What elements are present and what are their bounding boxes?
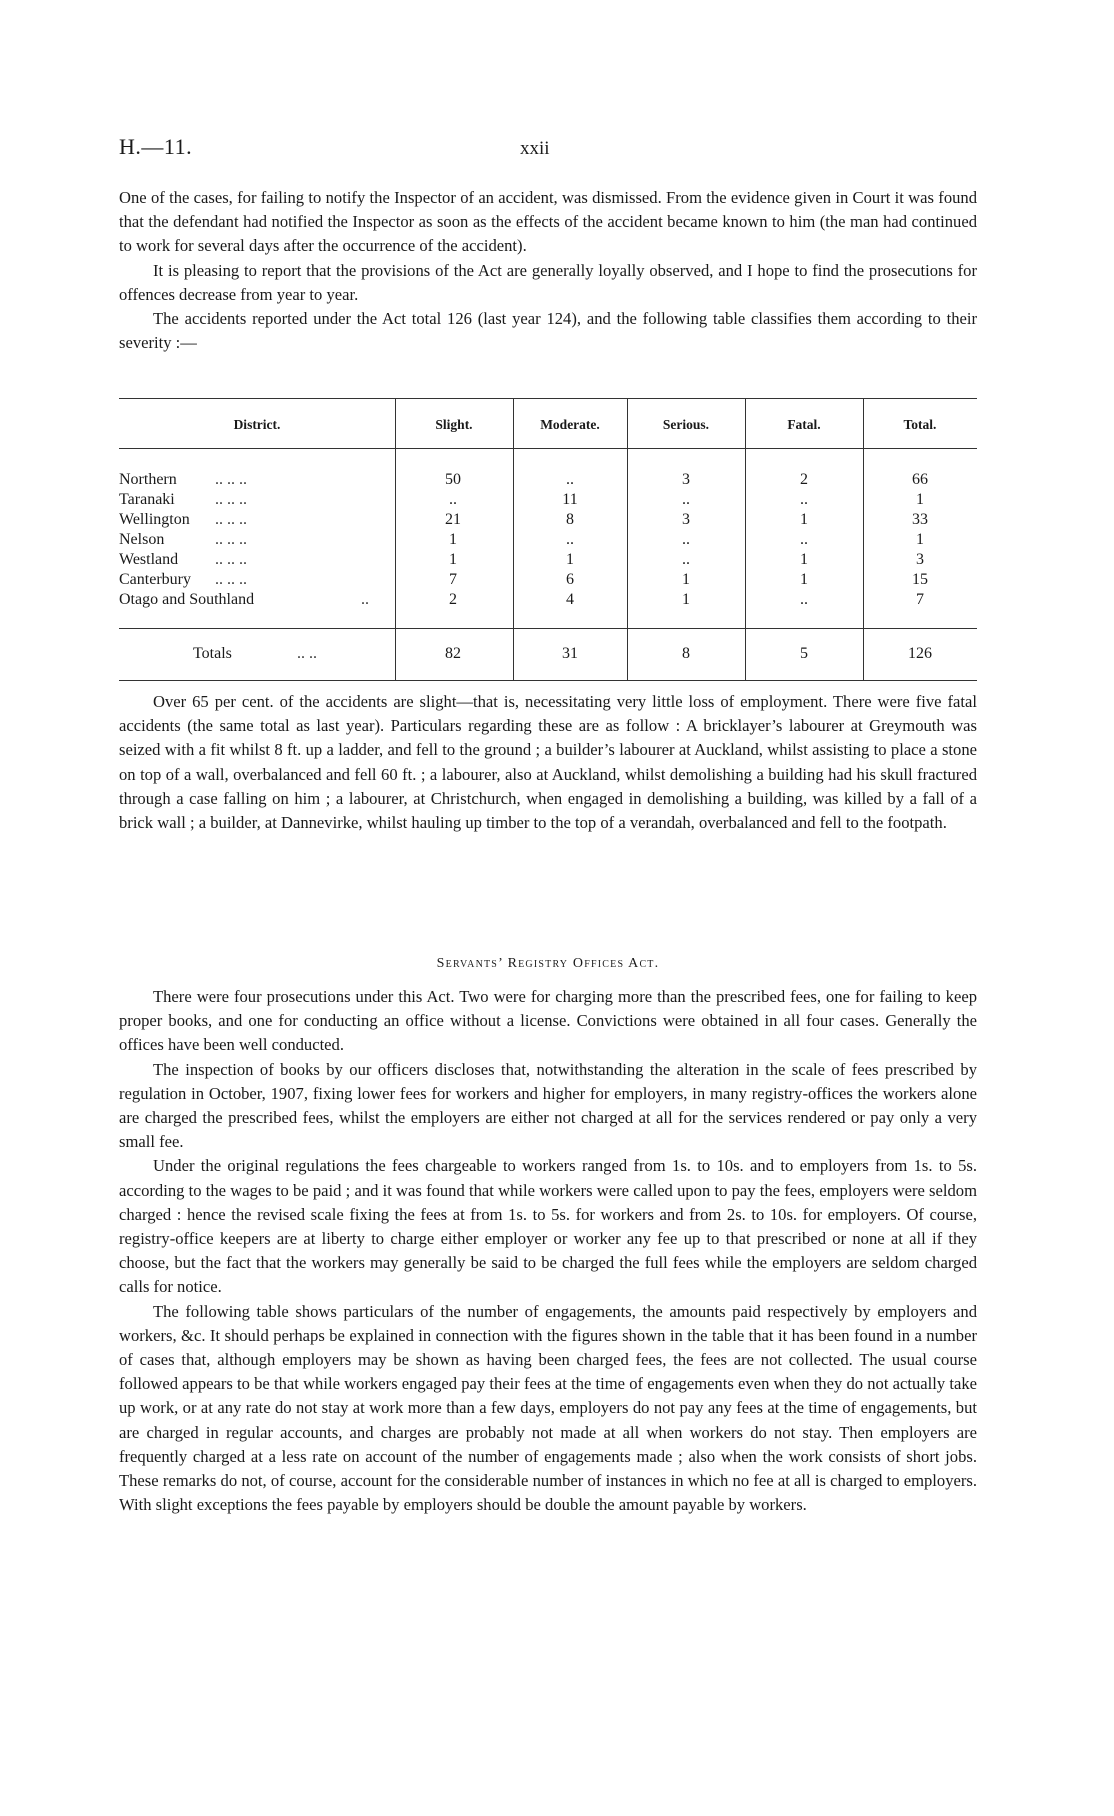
fatal-value: 1: [800, 551, 808, 568]
moderate-value: ..: [566, 531, 574, 548]
slight-value: 21: [445, 511, 461, 528]
fatal-value: 2: [800, 471, 808, 488]
district-name: Westland: [119, 551, 179, 568]
moderate-value: ..: [566, 471, 574, 488]
intro-text: [119, 186, 977, 355]
leader-dots: .. .. ..: [215, 551, 247, 568]
page-reference: H.—11.: [119, 134, 193, 159]
serious-value: 1: [682, 591, 690, 608]
paragraph: The inspection of books by our officers discloses that, notwithstanding the alteration in the scale of fees prescribed by regulation in October, 1907, fixing lower fees for workers and higher for employers, in many registry-offices the workers alone are charged the prescribed fees, whilst the employers are either not charged at all for the services rendered or pay only a very small fee.: [119, 1059, 977, 1152]
registry-offices-text: [119, 985, 977, 1517]
accidents-table: [119, 398, 977, 680]
moderate-value: 11: [562, 491, 578, 508]
slight-value: 2: [449, 591, 457, 608]
district-name: Canterbury: [119, 571, 191, 588]
fatal-value: ..: [800, 591, 808, 608]
moderate-value: 1: [566, 551, 574, 568]
grand-total: 126: [908, 645, 932, 662]
leader-dots: .. .. ..: [215, 531, 247, 548]
slight-value: ..: [449, 491, 457, 508]
slight-total: 82: [445, 645, 461, 662]
serious-total: 8: [682, 645, 690, 662]
leader-dots: .. .. ..: [215, 471, 247, 488]
paragraph: One of the cases, for failing to notify the Inspector of an accident, was dismissed. From the evidence given in Court it was found that the defendant had notified the Inspector as soon as the effects of the accident became known to him (the man had continued to work for several days after the occurrence of the accident).: [119, 188, 977, 256]
serious-value: 1: [682, 571, 690, 588]
district-name: Wellington: [119, 511, 190, 528]
serious-value: ..: [682, 491, 690, 508]
moderate-value: 6: [566, 571, 574, 588]
fatal-value: 1: [800, 511, 808, 528]
paragraph: Under the original regulations the fees chargeable to workers ranged from 1s. to 10s. and to employers from 1s. to 5s. according to the wages to be paid ; and it was found that while workers were called upon to pay the fees, employers were seldom charged : hence the revised scale fixing the fees at from 1s. to 5s. for workers and from 2s. to 10s. for employers. Of course, registry-office keepers are at liberty to charge either employer or worker any fee up to that prescribed or none at all if they choose, but the fact that the workers may generally be said to be charged the full fees while the employers are seldom charged calls for notice.: [119, 1156, 977, 1297]
header-fatal: Fatal.: [787, 417, 821, 432]
header-district: District.: [233, 417, 281, 432]
table-row: [119, 570, 977, 590]
fatal-total: 5: [800, 645, 808, 662]
total-value: 3: [916, 551, 924, 568]
leader-dots: .. .. ..: [215, 511, 247, 528]
moderate-total: 31: [562, 645, 578, 662]
serious-value: 3: [682, 511, 690, 528]
serious-value: 3: [682, 471, 690, 488]
paragraph: There were four prosecutions under this Act. Two were for charging more than the prescribed fees, one for failing to keep proper books, and one for conducting an office without a license. Convictions were obtained in all four cases. Generally the offices have been well conducted.: [119, 987, 977, 1055]
serious-value: ..: [682, 531, 690, 548]
table-row: [119, 490, 977, 510]
total-value: 15: [912, 571, 928, 588]
district-name: Northern: [119, 471, 177, 488]
slight-value: 1: [449, 531, 457, 548]
page-number: xxii: [520, 138, 550, 159]
header-moderate: Moderate.: [540, 417, 600, 432]
table-row: [119, 590, 977, 610]
slight-value: 50: [445, 471, 461, 488]
total-value: 7: [916, 591, 924, 608]
leader-dots: ..: [361, 591, 369, 608]
slight-value: 1: [449, 551, 457, 568]
total-value: 1: [916, 491, 924, 508]
table-row: [119, 510, 977, 530]
total-value: 33: [912, 511, 928, 528]
fatal-value: ..: [800, 531, 808, 548]
district-name: Taranaki: [119, 491, 175, 508]
section-title: Servants’ Registry Offices Act.: [436, 956, 660, 971]
total-value: 1: [916, 531, 924, 548]
table-row: [119, 470, 977, 490]
header-slight: Slight.: [435, 417, 473, 432]
moderate-value: 8: [566, 511, 574, 528]
fatal-accidents-text: [119, 690, 977, 835]
header-serious: Serious.: [662, 417, 710, 432]
fatal-value: ..: [800, 491, 808, 508]
totals-row: [119, 644, 977, 664]
serious-value: ..: [682, 551, 690, 568]
slight-value: 7: [449, 571, 457, 588]
paragraph: It is pleasing to report that the provisions of the Act are generally loyally observed, and I hope to find the prosecutions for offences decrease from year to year.: [119, 260, 977, 304]
paragraph: The following table shows particulars of the number of engagements, the amounts paid respectively by employers and workers, &c. It should perhaps be explained in connection with the figures shown in the table that it has been found in a number of cases that, although employers may be shown as having been charged fees, the fees are not collected. The usual course followed appears to be that while workers engaged pay their fees at the time of engagements even when they do not actually take up work, or at any rate do not stay at work more than a few days, employers do not pay any fees at the time of engagements, but are charged in regular accounts, and charges are probably not made at all when workers do not stay. Then employers are frequently charged at a less rate on account of the number of engagements made ; also when the work consists of short jobs. These remarks do not, of course, account for the considerable number of instances in which no fee at all is charged to employers. With slight exceptions the fees payable by employers should be double the amount payable by workers.: [119, 1301, 977, 1515]
leader-dots: .. ..: [297, 645, 317, 662]
paragraph: Over 65 per cent. of the accidents are slight—that is, necessitating very little loss of employment. There were five fatal accidents (the same total as last year). Particulars regarding these are as follow : A bricklayer’s labourer at Greymouth was seized with a fit whilst 8 ft. up a ladder, and fell to the ground ; a builder’s labourer at Auckland, whilst assisting to place a stone on top of a wall, overbalanced and fell 60 ft. ; a labourer, also at Auckland, whilst demolishing a building had his skull fractured through a case falling on him ; a labourer, at Christchurch, when engaged in demolishing a building, was killed by a fall of a brick wall ; a builder, at Dannevirke, whilst hauling up timber to the top of a verandah, overbalanced and fell to the footpath.: [119, 692, 977, 833]
district-name: Nelson: [119, 531, 165, 548]
fatal-value: 1: [800, 571, 808, 588]
leader-dots: .. .. ..: [215, 491, 247, 508]
paragraph: The accidents reported under the Act total 126 (last year 124), and the following table classifies them according to their severity :—: [119, 309, 977, 353]
leader-dots: .. .. ..: [215, 571, 247, 588]
table-row: [119, 550, 977, 570]
district-name: Otago and Southland: [119, 591, 255, 608]
totals-label: Totals: [193, 645, 232, 662]
moderate-value: 4: [566, 591, 574, 608]
table-row: [119, 530, 977, 550]
header-total: Total.: [903, 417, 937, 432]
total-value: 66: [912, 471, 928, 488]
